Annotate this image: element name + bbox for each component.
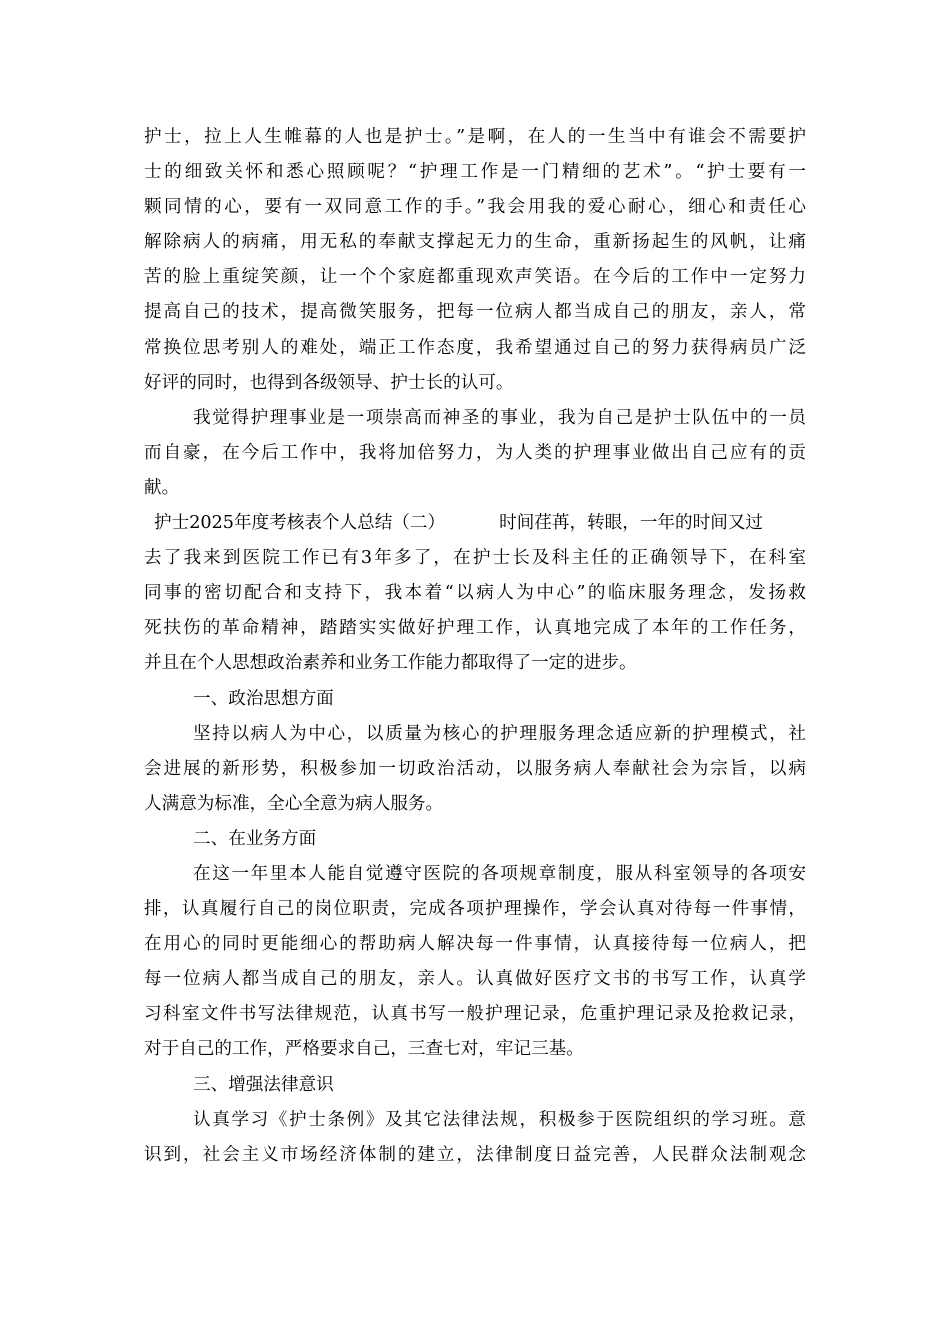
text-line: 习科室文件书写法律规范，认真书写一般护理记录，危重护理记录及抢救记录， [144, 1004, 806, 1025]
subheading: 二、在业务方面 [193, 828, 317, 849]
text-line: 在这一年里本人能自觉遵守医院的各项规章制度，服从科室领导的各项安 [193, 863, 806, 884]
text-line: 识到，社会主义市场经济体制的建立，法律制度日益完善，人民群众法制观念 [144, 1144, 806, 1165]
section-title-line [144, 506, 806, 541]
text-line: 并且在个人思想政治素养和业务工作能力都取得了一定的进步。 [144, 653, 637, 674]
text-line: 苦的脸上重绽笑颜，让一个个家庭都重现欢声笑语。在今后的工作中一定努力 [144, 267, 806, 288]
text-line: 坚持以病人为中心，以质量为核心的护理服务理念适应新的护理模式，社 [193, 723, 806, 744]
text-line: 对于自己的工作，严格要求自己，三查七对，牢记三基。 [144, 1039, 584, 1060]
subheading: 一、政治思想方面 [193, 688, 334, 709]
text-line: 同事的密切配合和支持下，我本着“以病人为中心”的临床服务理念，发扬救 [144, 583, 806, 604]
text-fragment: 时间荏苒，转眼，一年的时间又过 [499, 513, 764, 534]
text-line: 每一位病人都当成自己的朋友，亲人。认真做好医疗文书的书写工作，认真学 [144, 969, 806, 990]
text-line: 排，认真履行自己的岗位职责，完成各项护理操作，学会认真对待每一件事情， [144, 899, 806, 920]
text-line: 在用心的同时更能细心的帮助病人解决每一件事情，认真接待每一位病人，把 [144, 934, 806, 955]
text-line: 我觉得护理事业是一项崇高而神圣的事业，我为自己是护士队伍中的一员 [193, 407, 806, 428]
text-line: 去了我来到医院工作已有3年多了，在护士长及科主任的正确领导下，在科室 [144, 548, 806, 569]
text-line: 护士，拉上人生帷幕的人也是护士。”是啊，在人的一生当中有谁会不需要护 [144, 127, 806, 147]
text-line: 常换位思考别人的难处，端正工作态度，我希望通过自己的努力获得病员广泛 [144, 337, 806, 358]
text-line: 死扶伤的革命精神，踏踏实实做好护理工作，认真地完成了本年的工作任务， [144, 618, 806, 639]
text-line: 提高自己的技术，提高微笑服务，把每一位病人都当成自己的朋友，亲人，常 [144, 302, 806, 323]
text-line: 好评的同时，也得到各级领导、护士长的认可。 [144, 372, 514, 393]
text-line: 颗同情的心，要有一双同意工作的手。”我会用我的爱心耐心，细心和责任心 [144, 197, 806, 218]
text-line: 人满意为标准，全心全意为病人服务。 [144, 793, 444, 814]
text-line: 献。 [144, 477, 180, 498]
text-line: 认真学习《护士条例》及其它法律法规，积极参于医院组织的学习班。意 [193, 1109, 806, 1130]
document-section-title: 护士2025年度考核表个人总结（二） [154, 513, 446, 534]
subheading: 三、增强法律意识 [193, 1074, 334, 1095]
text-line: 解除病人的病痛，用无私的奉献支撑起无力的生命，重新扬起生的风帆，让痛 [144, 232, 806, 253]
document-body [144, 120, 806, 1173]
text-line: 而自豪，在今后工作中，我将加倍努力，为人类的护理事业做出自己应有的贡 [144, 442, 806, 463]
text-line: 会进展的新形势，积极参加一切政治活动，以服务病人奉献社会为宗旨，以病 [144, 758, 806, 779]
text-line: 士的细致关怀和悉心照顾呢？“护理工作是一门精细的艺术”。“护士要有一 [144, 162, 806, 183]
